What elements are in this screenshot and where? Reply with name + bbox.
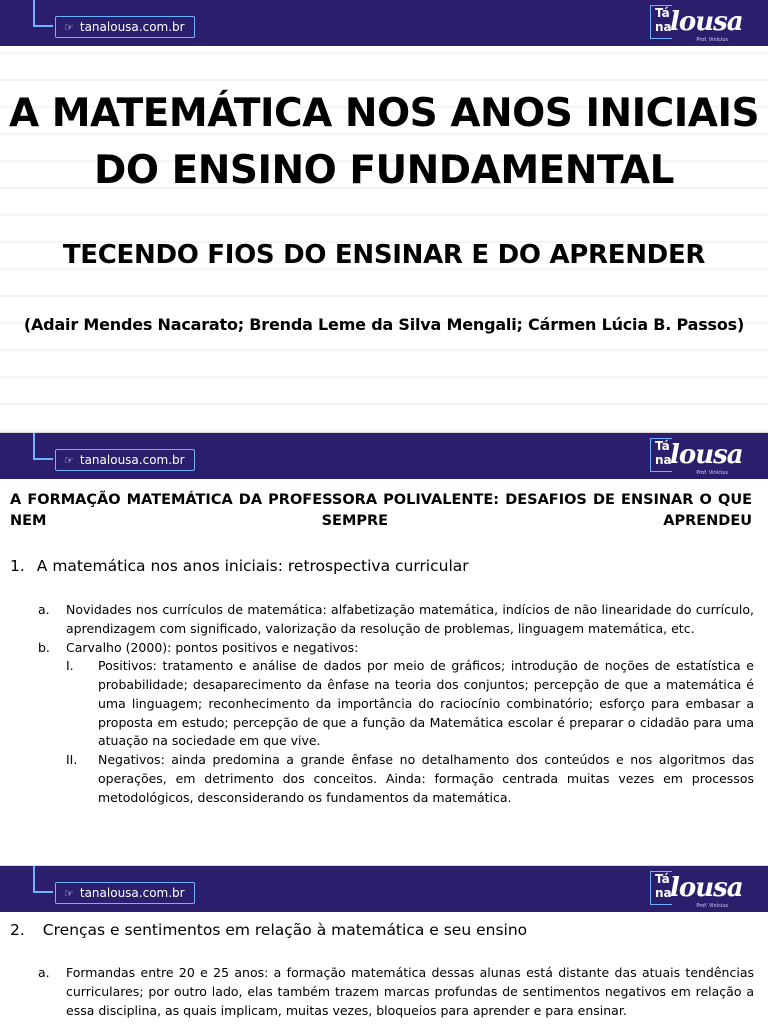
site-url-box[interactable] [55,449,195,471]
section-number: 1. [10,557,25,575]
slide-heading: A FORMAÇÃO MATEMÁTICA DA PROFESSORA POLIVALENTE: DESAFIOS DE ENSINAR O QUE NEM SEMPRE APRENDEU [10,492,752,530]
list-marker: a. [38,965,50,980]
list-item [38,964,754,1020]
site-url: tanalousa.com.br [79,20,185,34]
pointing-hand-icon: ☞ [64,20,74,34]
logo-tagline: Prof. Vinícius [696,903,728,909]
sub-list-item [66,657,754,751]
tanalousa-logo [650,871,743,909]
main-title-line-2: DO ENSINO FUNDAMENTAL [93,147,675,193]
list-text: Novidades nos currículos de matemática: alfabetização matemática, indícios de não linearidade do currículo, aprendizagem com significado, valorização da resolução de problemas, linguagem matemática, etc. [66,602,754,636]
authors: (Adair Mendes Nacarato; Brenda Leme da Silva Mengali; Cármen Lúcia B. Passos) [23,315,745,334]
tanalousa-logo [650,438,743,476]
header-band [0,433,768,479]
section-title-text: Crenças e sentimentos em relação à matemática e seu ensino [42,921,528,939]
list-marker: b. [38,639,50,655]
sub-list-item [66,751,754,807]
subtitle: TECENDO FIOS DO ENSINAR E DO APRENDER [62,240,706,270]
logo-ta-bottom: na [655,886,672,900]
logo-ta-top: Tá [655,872,670,886]
slide-section-2 [0,866,768,1024]
header-line [33,25,53,27]
logo-ta-bottom: na [655,453,672,467]
site-url-box[interactable] [55,882,195,904]
list-text: Formandas entre 20 e 25 anos: a formação matemática dessas alunas está distante das atuais tendências curriculares; por outro lado, elas também trazem marcas profundas de sentimentos negativos em relação a essa disciplina, as quais implicam, muitas vezes, bloqueios para aprender e para ensinar. [66,965,754,1018]
pointing-hand-icon: ☞ [64,886,74,900]
site-url: tanalousa.com.br [79,886,185,900]
header-line [33,891,53,893]
logo-ta-top: Tá [655,439,670,453]
sub-list [38,657,754,807]
logo-ta-top: Tá [655,6,670,20]
slide-title [0,0,768,432]
list-item [38,639,754,658]
list-marker: II. [66,752,78,767]
main-title [0,86,768,199]
slide-section-1 [0,433,768,865]
header-band [0,866,768,912]
section-title-text: A matemática nos anos iniciais: retrospectiva curricular [36,557,469,575]
section-title [10,921,527,939]
main-title-line-1: A MATEMÁTICA NOS ANOS INICIAIS [8,91,760,136]
site-url: tanalousa.com.br [79,453,185,467]
logo-word: lousa [670,7,743,37]
list-marker: I. [66,658,74,674]
logo-word: lousa [670,873,743,903]
tanalousa-logo [650,5,743,43]
list-item [38,601,754,639]
logo-ta-bottom: na [655,20,672,34]
header-line [33,433,35,459]
pointing-hand-icon: ☞ [64,453,74,467]
list-text: Negativos: ainda predomina a grande ênfase no detalhamento dos conteúdos e nos algoritmos das operações, em detrimento dos conceitos. Ainda: formação centrada muitas vezes em processos metodológicos, desconsiderando os fundamentos da matemática. [98,752,754,805]
item-list [38,964,754,1020]
list-marker: a. [38,602,50,617]
logo-tagline: Prof. Vinícius [696,470,728,476]
section-title [10,557,469,575]
logo-word: lousa [670,440,743,470]
list-text: Carvalho (2000): pontos positivos e negativos: [66,639,359,655]
logo-tagline: Prof. Vinícius [696,37,728,43]
header-line [33,0,35,26]
list-text: Positivos: tratamento e análise de dados por meio de gráficos; introdução de noções de estatística e probabilidade; desaparecimento da ênfase na teoria dos conjuntos; percepção de que a matemática é uma linguagem; reconhecimento da importância do raciocínio combinatório; esforço para embasar a proposta em estudo; percepção de que a função da Matemática escolar é preparar o cidadão para uma atuação na sociedade em que vive. [98,658,754,749]
section-number: 2. [10,921,25,939]
site-url-box[interactable] [55,16,195,38]
header-line [33,866,35,892]
item-list [38,601,754,807]
header-band [0,0,768,46]
header-line [33,458,53,460]
